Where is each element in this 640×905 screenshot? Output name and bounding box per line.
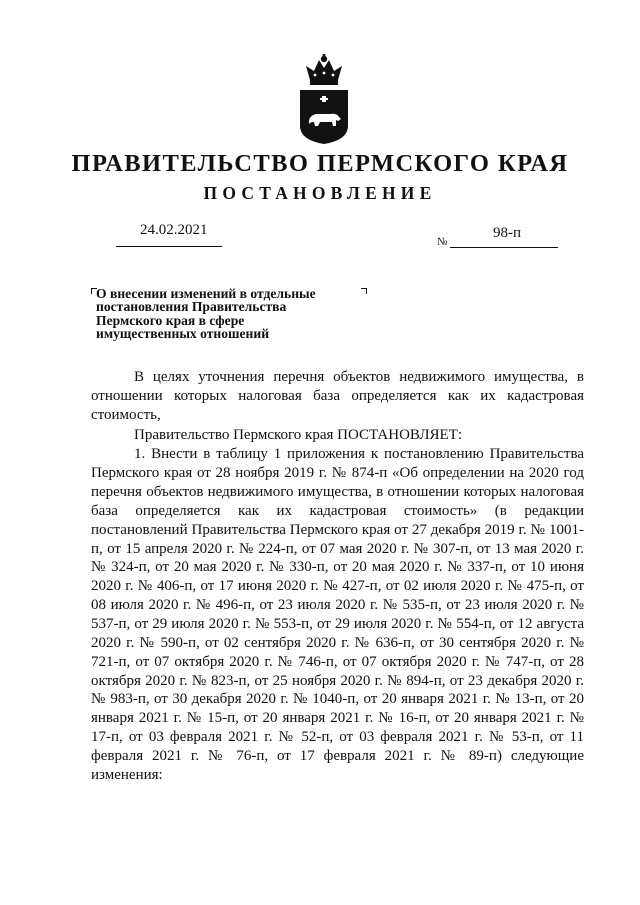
subject-corner-right (361, 288, 367, 294)
resolution-statement: Правительство Пермского края ПОСТАНОВЛЯЕТ: (134, 426, 463, 443)
document-subject (96, 287, 361, 341)
government-title: ПРАВИТЕЛЬСТВО ПЕРМСКОГО КРАЯ (71, 150, 569, 177)
preamble-paragraph: В целях уточнения перечня объектов недвижимого имущества, в отношении которых налоговая база определяется как их кадастровая стоимость, (91, 369, 584, 423)
perm-krai-coat-of-arms-icon (296, 54, 352, 146)
subject-line: имущественных отношений (96, 326, 270, 342)
clause-1-paragraph: 1. Внести в таблицу 1 приложения к постановлению Правительства Пермского края от 28 ноября 2019 г. № 874-п «Об определении на 2020 год перечня объектов недвижимого имущества, в отношении которых налоговая база определяется как их кадастровая стоимость» (в редакции постановлений Правительства Пермского края от 27 декабря 2019 г. № 1001-п, от 15 апреля 2020 г. № 224-п, от 07 мая 2020 г. № 307-п, от 13 мая 2020 г. № 324-п, от 20 мая 2020 г. № 330-п, от 20 мая 2020 г. № 337-п, от 10 июня 2020 г. № 406-п, от 17 июня 2020 г. № 427-п, от 02 июля 2020 г. № 475-п, от 08 июля 2020 г. № 496-п, от 23 июля 2020 г. № 535-п, от 23 июля 2020 г. № 537-п, от 29 июля 2020 г. № 553-п, от 29 июля 2020 г. № 554-п, от 12 августа 2020 г. № 590-п, от 02 сентября 2020 г. № 636-п, от 30 сентября 2020 г. № 721-п, от 07 октября 2020 г. № 746-п, от 07 октября 2020 г. № 747-п, от 28 октября 2020 г. № 823-п, от 25 ноября 2020 г. № 894-п, от 23 декабря 2020 г. № 983-п, от 30 декабря 2020 г. № 1040-п, от 20 января 2021 г. № 13-п, от 20 января 2021 г. № 15-п, от 20 января 2021 г. № 16-п, от 20 января 2021 г. № 17-п, от 03 февраля 2021 г. № 52-п, от 03 февраля 2021 г. № 53-п, от 11 февраля 2021 г. № 76-п, от 17 февраля 2021 г. № 89-п) следующие изменения: (91, 446, 584, 783)
subject-line: О внесении изменений в отдельные (96, 286, 316, 301)
subject-line: Пермского края в сфере (96, 312, 245, 328)
subject-line: постановления Правительства (96, 299, 287, 315)
number-sign: № (437, 236, 448, 248)
document-date: 24.02.2021 (140, 222, 208, 238)
number-underline (450, 247, 558, 248)
document-number: 98-п (493, 225, 522, 241)
date-underline (116, 246, 222, 247)
document-type: ПОСТАНОВЛЕНИЕ (203, 183, 437, 203)
document-body (91, 368, 584, 785)
